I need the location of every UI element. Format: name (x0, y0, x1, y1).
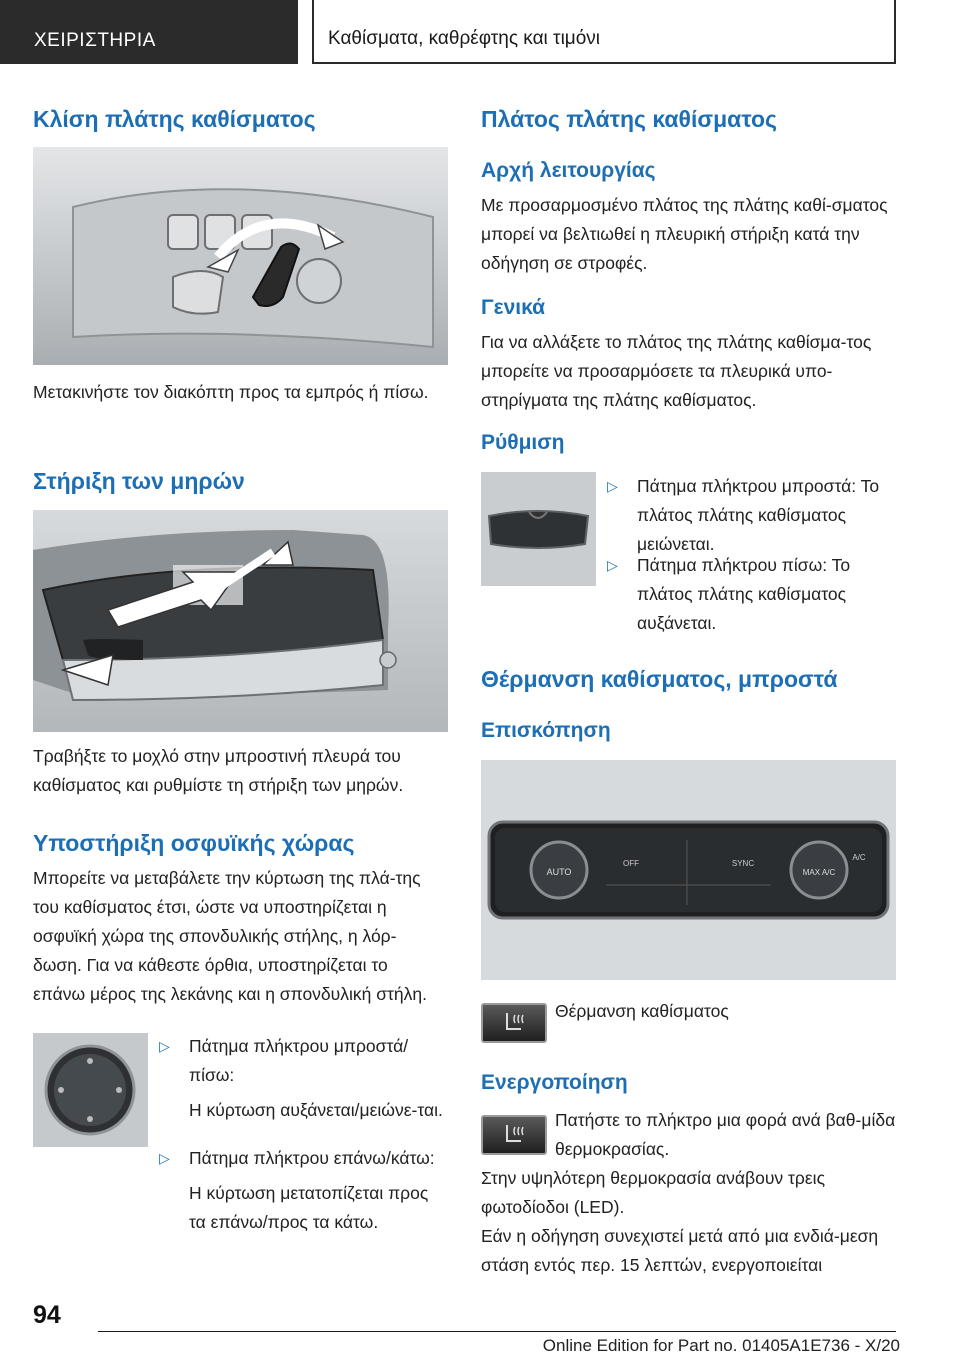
bullet-triangle-icon: ▷ (159, 1150, 170, 1166)
seat-heating-icon-label: Θέρμανση καθίσματος (555, 1001, 729, 1021)
lumbar-bullet-2 (159, 1144, 449, 1237)
lumbar-bullet-1-head: Πάτημα πλήκτρου μπροστά/πίσω: (189, 1036, 409, 1085)
seat-heating-button-icon-2 (481, 1115, 547, 1155)
bullet-triangle-icon: ▷ (607, 478, 618, 494)
bullet-triangle-icon: ▷ (607, 557, 618, 573)
restart-text: Εάν η οδήγηση συνεχιστεί μετά από μια ενδιά-μεση στάση εντός περ. 15 λεπτών, ενεργοποιείται (481, 1226, 879, 1275)
chapter-title: Καθίσματα, καθρέφτης και τιμόνι (312, 0, 896, 64)
thigh-support-illustration (33, 510, 448, 732)
lumbar-button-illustration (33, 1033, 148, 1147)
setting-title: Ρύθμιση (481, 431, 565, 454)
thigh-support-title: Στήριξη των μηρών (33, 468, 245, 494)
climate-panel-photo (481, 760, 896, 980)
panel-sync-label: SYNC (731, 859, 755, 868)
backrest-tilt-title: Κλίση πλάτης καθίσματος (33, 106, 316, 132)
general-title: Γενικά (481, 296, 546, 319)
page-number: 94 (33, 1301, 61, 1329)
width-button-photo (481, 472, 596, 586)
lumbar-bullet-1-body: Η κύρτωση αυξάνεται/μειώνε-ται. (189, 1100, 443, 1120)
principle-title: Αρχή λειτουργίας (481, 159, 656, 182)
bullet-triangle-icon: ▷ (159, 1038, 170, 1054)
seat-switch-photo (33, 147, 448, 365)
width-bullet-2 (607, 551, 897, 638)
panel-max-ac-label: MAX A/C (802, 868, 836, 877)
lumbar-text: Μπορείτε να μεταβάλετε την κύρτωση της πλά-της του καθίσματος έτσι, ώστε να υποστηρίζεται η οσφυϊκή χώρα της σπονδυλικής στήλης, η λόρ-δωση. Για να κάθεστε όρθια, υποστηρίζεται το επάνω μέρος της λεκάνης και η σπονδυλική στήλη. (33, 868, 428, 1004)
lumbar-button-photo (33, 1033, 148, 1147)
width-bullet-1 (607, 472, 897, 559)
width-bullet-2-text: Πάτημα πλήκτρου πίσω: Το πλάτος πλάτης καθίσματος αυξάνεται. (637, 555, 851, 633)
overview-title: Επισκόπηση (481, 719, 611, 742)
panel-ac-label: A/C (852, 853, 866, 862)
panel-auto-label: AUTO (546, 867, 572, 877)
seat-heating-title: Θέρμανση καθίσματος, μπροστά (481, 666, 838, 692)
seat-heating-icon (483, 1117, 545, 1153)
climate-panel-illustration (481, 760, 896, 980)
general-text: Για να αλλάξετε το πλάτος της πλάτης καθίσμα-τος μπορείτε να προσαρμόσετε τα πλευρικά υπο-στηρίγματα της πλάτης καθίσματος. (481, 332, 872, 410)
lumbar-bullet-1 (159, 1032, 449, 1125)
width-bullet-1-text: Πάτημα πλήκτρου μπροστά: Το πλάτος πλάτης καθίσματος μειώνεται. (637, 476, 880, 554)
lumbar-bullet-2-body: Η κύρτωση μετατοπίζεται προς τα επάνω/προς τα κάτω. (189, 1183, 429, 1232)
footer-edition: Online Edition for Part no. 01405A1E736 - X/20 (542, 1336, 900, 1355)
backrest-tilt-caption: Μετακινήστε τον διακόπτη προς τα εμπρός ή πίσω. (33, 382, 429, 402)
backrest-width-title: Πλάτος πλάτης καθίσματος (481, 106, 777, 132)
thigh-support-photo (33, 510, 448, 732)
thigh-support-caption: Τραβήξτε το μοχλό στην μπροστινή πλευρά του καθίσματος και ρυθμίστε τη στήριξη των μηρών. (33, 746, 404, 795)
principle-text: Με προσαρμοσμένο πλάτος της πλάτης καθί-σματος μπορεί να βελτιωθεί η πλευρική στήριξη κατά την οδήγηση σε στροφές. (481, 195, 888, 273)
width-button-illustration (481, 472, 596, 586)
seat-heating-button-icon (481, 1003, 547, 1043)
activation-title: Ενεργοποίηση (481, 1071, 628, 1094)
section-tab[interactable]: ΧΕΙΡΙΣΤΗΡΙΑ (0, 0, 298, 64)
seat-heating-icon (483, 1005, 545, 1041)
led-text: Στην υψηλότερη θερμοκρασία ανάβουν τρεις φωτοδίοδοι (LED). (481, 1168, 826, 1217)
lumbar-bullet-2-head: Πάτημα πλήκτρου επάνω/κάτω: (189, 1148, 435, 1168)
panel-off-label: OFF (623, 859, 639, 868)
seat-switch-illustration (33, 147, 448, 365)
footer-divider (98, 1331, 896, 1332)
activation-step: Πατήστε το πλήκτρο μια φορά ανά βαθ-μίδα θερμοκρασίας. (555, 1110, 896, 1159)
page-header (0, 0, 960, 66)
lumbar-title: Υποστήριξη οσφυϊκής χώρας (33, 830, 355, 856)
